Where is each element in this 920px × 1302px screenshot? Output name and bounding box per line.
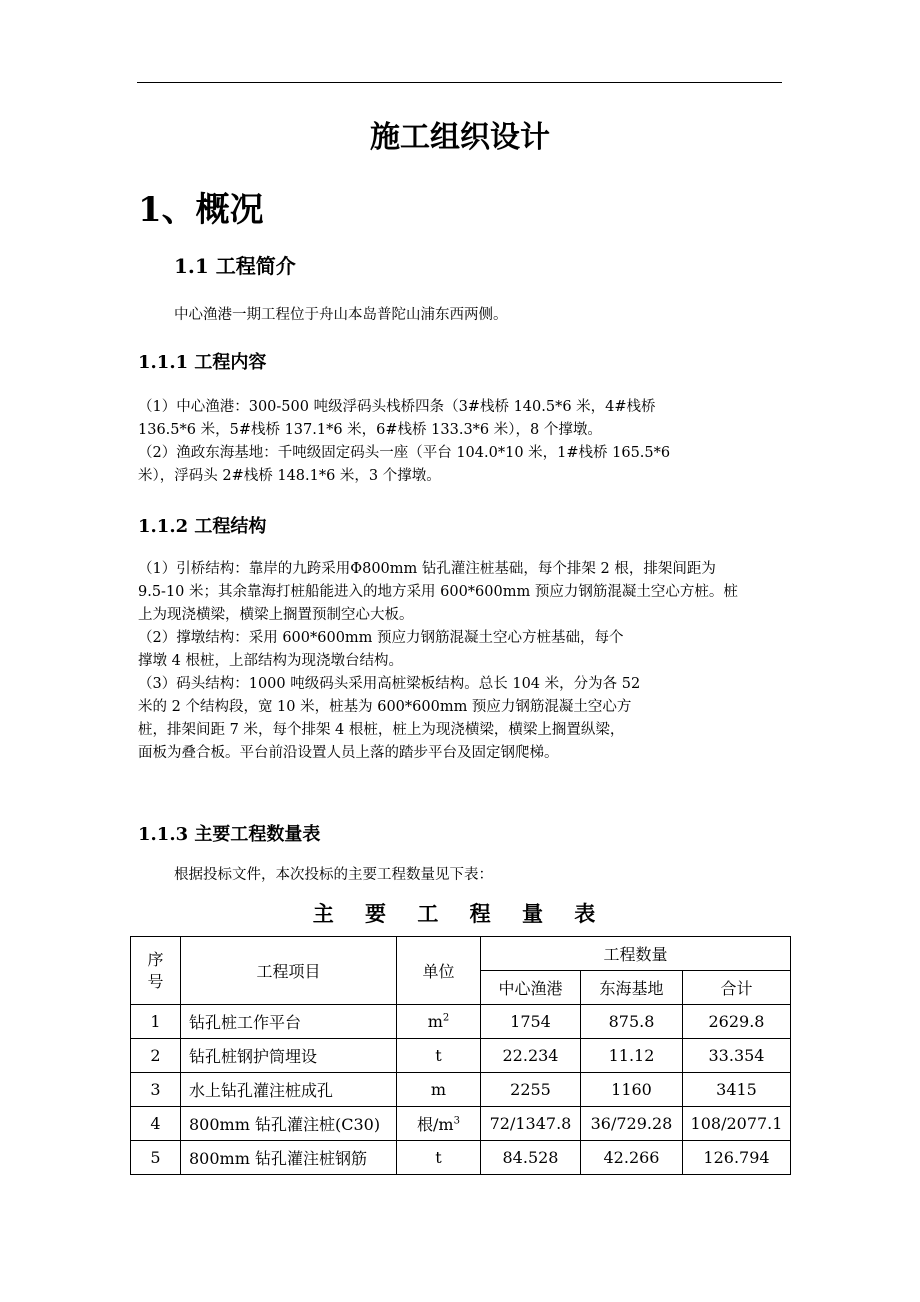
paragraph-line: 米），浮码头 2#栈桥 148.1*6 米，3 个撑墩。: [138, 468, 441, 484]
unit-base: 根/m: [417, 1115, 454, 1134]
header-quantity: 工程数量: [481, 937, 791, 971]
table-row: [131, 1141, 791, 1175]
cell-item: 钻孔桩工作平台: [181, 1005, 397, 1039]
unit-base: m: [430, 1080, 447, 1099]
cell-total: 126.794: [683, 1141, 791, 1175]
cell-donghai: 36/729.28: [581, 1107, 683, 1141]
section-heading-1-1-3: 1.1.3 主要工程数量表: [138, 824, 321, 845]
cell-item: 800mm 钻孔灌注桩钢筋: [181, 1141, 397, 1175]
cell-zhongxin: 2255: [481, 1073, 581, 1107]
cell-zhongxin: 84.528: [481, 1141, 581, 1175]
header-rule: [137, 82, 782, 83]
section-heading-1-1-1: 1.1.1 工程内容: [138, 352, 267, 373]
table-row: [131, 1039, 791, 1073]
section-heading-1: 1、概况: [138, 190, 264, 230]
unit-base: t: [435, 1046, 442, 1065]
cell-donghai: 11.12: [581, 1039, 683, 1073]
cell-unit: [397, 1005, 481, 1039]
cell-unit: [397, 1107, 481, 1141]
cell-no: 2: [131, 1039, 181, 1073]
unit-superscript: 3: [453, 1115, 460, 1127]
cell-zhongxin: 22.234: [481, 1039, 581, 1073]
paragraph-line: （1）中心渔港：300-500 吨级浮码头栈桥四条（3#栈桥 140.5*6 米，4#栈桥: [138, 399, 656, 415]
section-heading-1-1-2: 1.1.2 工程结构: [138, 516, 267, 537]
header-seq: 序号: [131, 937, 181, 1005]
paragraph-line: 9.5-10 米；其余靠海打桩船能进入的地方采用 600*600mm 预应力钢筋混凝土空心方桩。桩: [138, 584, 738, 600]
cell-no: 3: [131, 1073, 181, 1107]
cell-zhongxin: 1754: [481, 1005, 581, 1039]
cell-no: 4: [131, 1107, 181, 1141]
paragraph-line: 桩，排架间距 7 米，每个排架 4 根桩，桩上为现浇横梁，横梁上搁置纵梁，: [138, 722, 625, 738]
cell-total: 3415: [683, 1073, 791, 1107]
header-total: 合计: [683, 971, 791, 1005]
cell-item: 水上钻孔灌注桩成孔: [181, 1073, 397, 1107]
paragraph-line: （1）引桥结构：靠岸的九跨采用Φ800mm 钻孔灌注桩基础，每个排架 2 根，排架间距为: [138, 561, 716, 577]
unit-base: m: [427, 1012, 443, 1031]
quantities-table: [130, 936, 791, 1175]
header-unit: 单位: [397, 937, 481, 1005]
cell-total: 2629.8: [683, 1005, 791, 1039]
paragraph-line: 136.5*6 米，5#栈桥 137.1*6 米，6#栈桥 133.3*6 米），8 个撑墩。: [138, 422, 602, 438]
intro-paragraph: 中心渔港一期工程位于舟山本岛普陀山浦东西两侧。: [174, 307, 508, 323]
cell-total: 33.354: [683, 1039, 791, 1073]
paragraph-line: （2）渔政东海基地：千吨级固定码头一座（平台 104.0*10 米，1#栈桥 165.5*6: [138, 445, 671, 461]
header-item: 工程项目: [181, 937, 397, 1005]
cell-donghai: 875.8: [581, 1005, 683, 1039]
cell-zhongxin: 72/1347.8: [481, 1107, 581, 1141]
section-heading-1-1: 1.1 工程简介: [174, 254, 296, 278]
cell-unit: [397, 1039, 481, 1073]
table-row: [131, 1073, 791, 1107]
cell-item: 800mm 钻孔灌注桩(C30): [181, 1107, 397, 1141]
paragraph-line: 上为现浇横梁，横梁上搁置预制空心大板。: [138, 607, 414, 623]
cell-donghai: 42.266: [581, 1141, 683, 1175]
unit-superscript: 2: [442, 1012, 450, 1024]
cell-unit: [397, 1073, 481, 1107]
cell-no: 5: [131, 1141, 181, 1175]
table-row: [131, 1107, 791, 1141]
header-zhongxin: 中心渔港: [481, 971, 581, 1005]
table-caption: 主 要 工 程 量 表: [312, 901, 608, 926]
paragraph-line: （3）码头结构：1000 吨级码头采用高桩梁板结构。总长 104 米，分为各 52: [138, 676, 641, 692]
unit-base: t: [435, 1148, 442, 1167]
paragraph-line: 撑墩 4 根桩，上部结构为现浇墩台结构。: [138, 653, 403, 669]
document-title: 施工组织设计: [370, 120, 550, 155]
cell-unit: [397, 1141, 481, 1175]
paragraph-line: 米的 2 个结构段，宽 10 米，桩基为 600*600mm 预应力钢筋混凝土空心方: [138, 699, 632, 715]
cell-total: 108/2077.1: [683, 1107, 791, 1141]
paragraph-line: 面板为叠合板。平台前沿设置人员上落的踏步平台及固定钢爬梯。: [138, 745, 559, 761]
cell-donghai: 1160: [581, 1073, 683, 1107]
table-row: [131, 1005, 791, 1039]
header-donghai: 东海基地: [581, 971, 683, 1005]
paragraph-line: （2）撑墩结构：采用 600*600mm 预应力钢筋混凝土空心方桩基础，每个: [138, 630, 624, 646]
cell-item: 钻孔桩钢护筒埋设: [181, 1039, 397, 1073]
table-intro: 根据投标文件，本次投标的主要工程数量见下表：: [174, 867, 493, 883]
cell-no: 1: [131, 1005, 181, 1039]
